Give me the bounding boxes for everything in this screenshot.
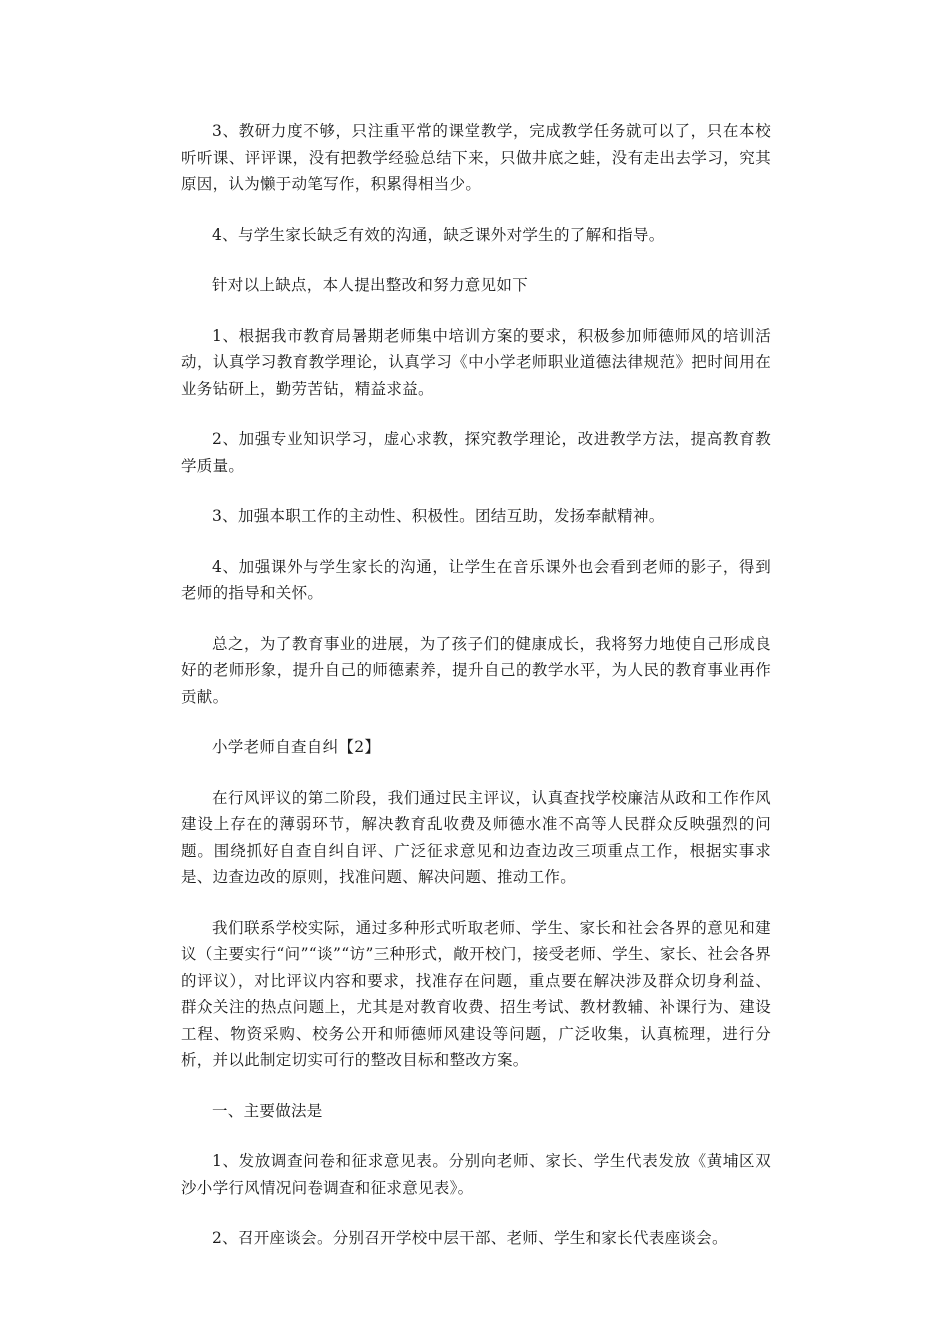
paragraph-method-2: 2、召开座谈会。分别召开学校中层干部、老师、学生和家长代表座谈会。	[212, 1229, 728, 1247]
paragraph-method-1: 1、发放调查问卷和征求意见表。分别向老师、家长、学生代表发放《黄埔区双沙小学行风情况问卷调查和征求意见表》。	[181, 1152, 771, 1197]
paragraph-rectification-1: 1、根据我市教育局暑期老师集中培训方案的要求，积极参加师德师风的培训活动，认真学习教育教学理论，认真学习《中小学老师职业道德法律规范》把时间用在业务钻研上，勤劳苦钻，精益求益。	[181, 326, 771, 398]
paragraph-rectification-2: 2、加强专业知识学习，虚心求教，探究教学理论，改进教学方法，提高教育教学质量。	[181, 430, 771, 475]
subsection-heading: 一、主要做法是	[212, 1101, 323, 1120]
section-heading: 小学老师自查自纠【2】	[212, 738, 381, 756]
paragraph-rectification-4: 4、加强课外与学生家长的沟通，让学生在音乐课外也会看到老师的影子，得到老师的指导和关怀。	[181, 557, 771, 602]
paragraph-rectification-3: 3、加强本职工作的主动性、积极性。团结互助，发扬奉献精神。	[212, 507, 665, 525]
document-body	[181, 118, 771, 1276]
paragraph-weakness-4: 4、与学生家长缺乏有效的沟通，缺乏课外对学生的了解和指导。	[212, 225, 665, 244]
paragraph-rectification-intro: 针对以上缺点，本人提出整改和努力意见如下	[212, 276, 529, 294]
paragraph-school-practice: 我们联系学校实际，通过多种形式听取老师、学生、家长和社会各界的意见和建议（主要实行“问”“谈”“访”三种形式，敞开校门，接受老师、学生、家长、社会各界的评议），对比评议内容和要求，找准存在问题，重点要在解决涉及群众切身利益、群众关注的热点问题上，尤其是对教育收费、招生考试、教材教辅、补课行为、建设工程、物资采购、校务公开和师德师风建设等问题，广泛收集，认真梳理，进行分析，并以此制定切实可行的整改目标和整改方案。	[181, 918, 771, 1069]
paragraph-second-stage: 在行风评议的第二阶段，我们通过民主评议，认真查找学校廉洁从政和工作作风建设上存在的薄弱环节，解决教育乱收费及师德水准不高等人民群众反映强烈的问题。围绕抓好自查自纠自评、广泛征求意见和边查边改三项重点工作，根据实事求是、边查边改的原则，找准问题、解决问题、推动工作。	[181, 788, 771, 886]
paragraph-conclusion: 总之，为了教育事业的进展，为了孩子们的健康成长，我将努力地使自己形成良好的老师形象，提升自己的师德素养，提升自己的教学水平，为人民的教育事业再作贡献。	[181, 634, 771, 706]
paragraph-weakness-3: 3、教研力度不够，只注重平常的课堂教学，完成教学任务就可以了，只在本校听听课、评评课，没有把教学经验总结下来，只做井底之蛙，没有走出去学习，究其原因，认为懒于动笔写作，积累得相当少。	[181, 122, 771, 193]
